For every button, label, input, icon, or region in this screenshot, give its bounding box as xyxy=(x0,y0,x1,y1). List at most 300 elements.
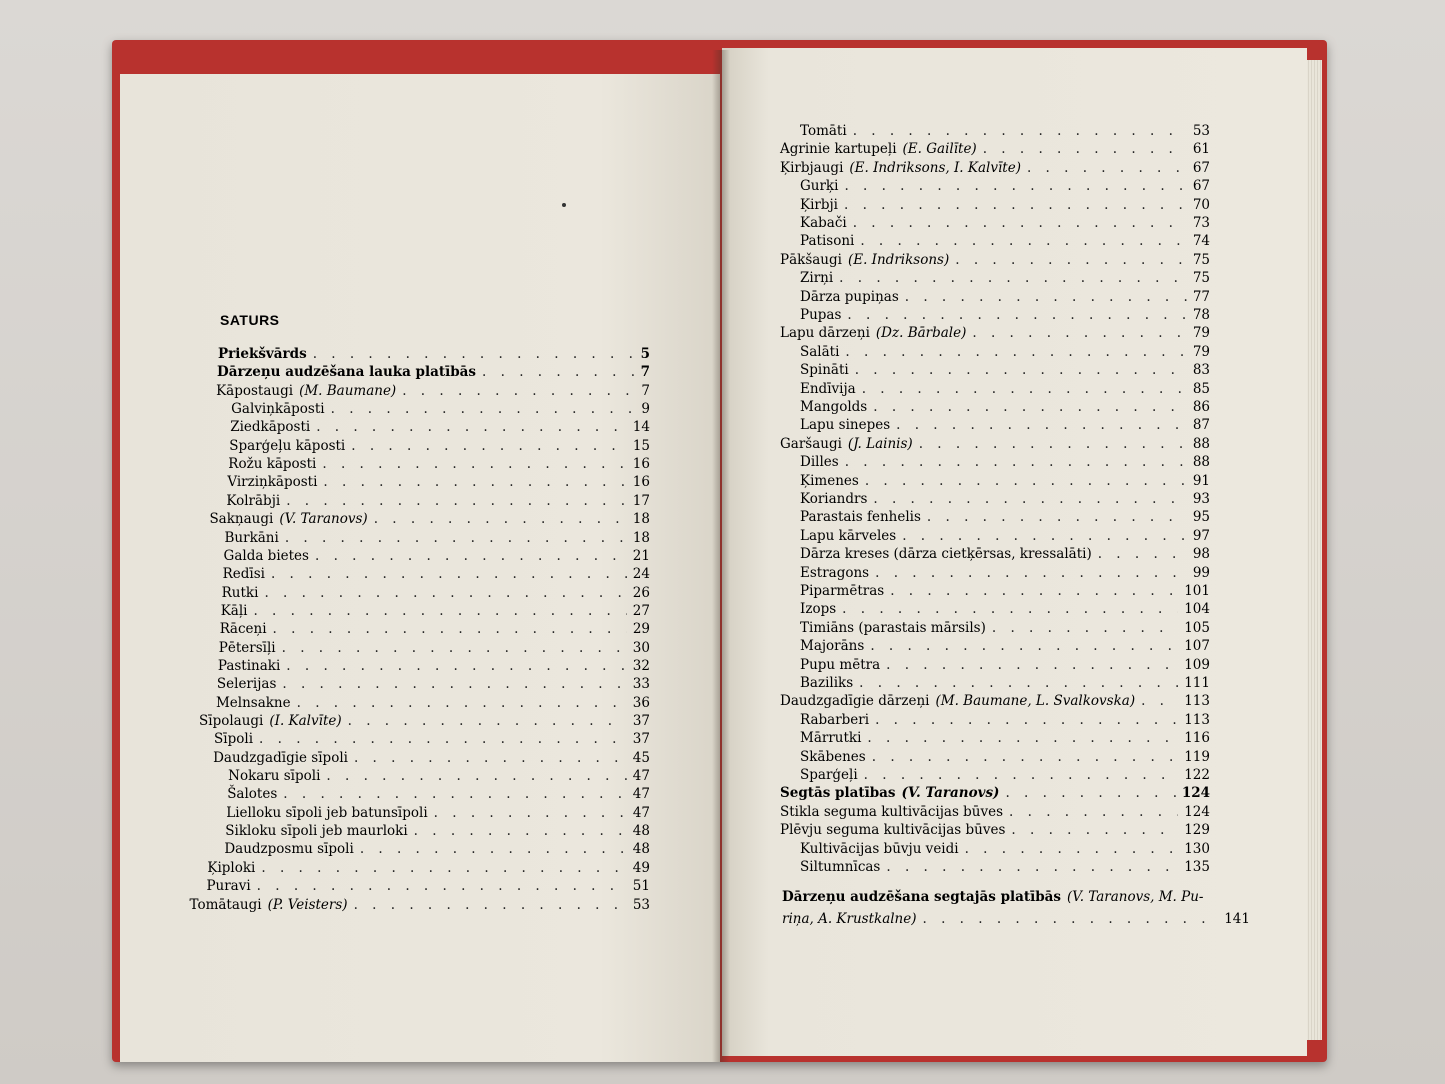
toc-entry xyxy=(780,140,1210,158)
toc-entry-page: 67 xyxy=(1192,178,1210,195)
toc-entry-title: Garšaugi xyxy=(780,435,842,452)
toc-entry-title: Kabači xyxy=(800,215,847,231)
toc-leader-dots xyxy=(886,858,1178,876)
toc-entry-page: 88 xyxy=(1192,454,1210,471)
toc-leader-dots xyxy=(845,453,1187,471)
toc-leader-dots xyxy=(844,177,1186,195)
toc-entry-title: Sīpolaugi xyxy=(199,713,264,729)
toc-entry-title: Kultivācijas būvju veidi xyxy=(800,840,959,857)
toc-entry-page: 45 xyxy=(632,749,650,766)
toc-entry-page: 16 xyxy=(632,456,650,473)
toc-entry-page: 16 xyxy=(632,474,650,491)
toc-entry-author: (V. Taranovs, M. Pu- xyxy=(1067,889,1204,905)
toc-leader-dots xyxy=(331,400,636,418)
toc-entry-page: 113 xyxy=(1184,693,1210,710)
toc-entry-title: Daudzposmu sīpoli xyxy=(224,841,354,858)
toc-leader-dots xyxy=(1005,784,1175,802)
toc-entry-title: Galda bietes xyxy=(223,547,309,564)
toc-leader-dots xyxy=(1011,821,1178,839)
toc-leader-dots xyxy=(1141,692,1178,710)
toc-entry-title: Gurķi xyxy=(800,178,839,195)
toc-entry-title: Endīvija xyxy=(800,380,856,397)
toc-entry-title: Pupu mētra xyxy=(800,656,881,673)
toc-entry xyxy=(800,472,1210,490)
toc-entry-page: 105 xyxy=(1184,619,1210,636)
toc-entry xyxy=(225,529,651,547)
toc-entry xyxy=(800,527,1210,545)
toc-entry-title: Dārzeņu audzēšana segtajās platībās xyxy=(782,889,1062,905)
toc-entry xyxy=(800,196,1210,214)
toc-entry xyxy=(780,803,1210,821)
toc-entry xyxy=(800,214,1210,232)
toc-leader-dots xyxy=(905,288,1187,306)
ink-spot xyxy=(562,203,566,207)
toc-entry-page: 97 xyxy=(1192,527,1210,544)
toc-entry-page: 91 xyxy=(1192,472,1210,489)
toc-entry xyxy=(227,785,650,803)
toc-leader-dots xyxy=(257,877,627,895)
toc-entry-author: (V. Taranovs) xyxy=(901,785,1000,802)
toc-entry-title: Spināti xyxy=(800,362,849,379)
toc-leader-dots xyxy=(283,785,627,803)
toc-entry-author: (E. Indriksons, I. Kalvīte) xyxy=(849,159,1021,176)
toc-entry-page: 48 xyxy=(632,841,650,858)
toc-entry xyxy=(780,821,1210,839)
toc-entry-title: Dilles xyxy=(800,454,839,471)
toc-entry-author: (I. Kalvīte) xyxy=(269,713,342,729)
toc-entry-page: 73 xyxy=(1192,215,1210,231)
toc-entry-title: Pākšaugi xyxy=(780,251,842,268)
toc-entry-page: 18 xyxy=(632,511,650,528)
toc-entry-title: Rožu kāposti xyxy=(228,456,317,473)
toc-entry-title: Kāļi xyxy=(220,602,248,619)
toc-entry xyxy=(800,840,1210,858)
toc-leader-dots xyxy=(261,859,626,877)
toc-entry-title: Stikla seguma kultivācijas būves xyxy=(780,803,1004,820)
book-gutter xyxy=(712,50,730,1062)
toc-entry-title: Lielloku sīpoli jeb batunsīpoli xyxy=(226,804,428,821)
toc-entry xyxy=(800,582,1210,600)
toc-entry-page: 78 xyxy=(1192,307,1210,323)
toc-leader-dots xyxy=(845,343,1186,361)
toc-entry-title: Rāceņi xyxy=(219,621,267,638)
toc-entry-title: Dārza pupiņas xyxy=(800,288,899,305)
toc-entry-title: Priekšvārds xyxy=(218,346,307,362)
toc-entry-author: (M. Baumane) xyxy=(299,382,397,399)
toc-entry-page: 129 xyxy=(1184,822,1210,839)
toc-entry-page: 18 xyxy=(632,529,650,546)
toc-entry xyxy=(800,656,1210,674)
toc-entry-title: Zirņi xyxy=(800,270,834,287)
toc-entry-page: 75 xyxy=(1192,270,1210,287)
toc-entry xyxy=(228,455,650,473)
toc-entry-page: 116 xyxy=(1184,730,1210,747)
toc-entry xyxy=(800,490,1210,508)
toc-entry-title: Ziedkāposti xyxy=(230,419,311,436)
toc-leader-dots xyxy=(870,637,1178,655)
toc-leader-dots xyxy=(1009,803,1178,821)
toc-leader-dots xyxy=(873,398,1187,416)
toc-entry xyxy=(800,729,1210,747)
toc-entry-page: 79 xyxy=(1192,325,1210,342)
toc-entry xyxy=(207,859,650,877)
toc-leader-dots xyxy=(965,840,1179,858)
toc-entry xyxy=(800,619,1210,637)
toc-entry-page: 14 xyxy=(632,419,650,436)
toc-leader-dots xyxy=(348,712,627,730)
toc-entry-title: Ķimenes xyxy=(800,472,859,489)
toc-entry xyxy=(800,361,1210,379)
toc-entry xyxy=(199,712,650,730)
toc-entry-title: Redīsi xyxy=(222,566,265,583)
toc-entry-title: Galviņkāposti xyxy=(231,401,325,418)
toc-entry-title: Ķirbjaugi xyxy=(780,159,844,176)
toc-entry-title: Baziliks xyxy=(800,675,854,691)
toc-leader-dots xyxy=(862,380,1187,398)
toc-leader-dots xyxy=(351,437,627,455)
toc-entry-title: Piparmētras xyxy=(800,583,885,599)
toc-entry-author: (E. Indriksons) xyxy=(847,251,950,268)
toc-entry xyxy=(224,840,650,858)
toc-entry-page: 88 xyxy=(1192,435,1210,452)
toc-entry xyxy=(800,380,1210,398)
toc-entry xyxy=(800,177,1210,195)
toc-entry-page: 47 xyxy=(632,804,650,821)
toc-entry-title: Lapu sinepes xyxy=(800,417,891,434)
toc-entry xyxy=(800,545,1210,563)
toc-entry xyxy=(226,492,650,510)
toc-entry-title: Sakņaugi xyxy=(209,511,274,528)
toc-entry xyxy=(222,584,650,602)
toc-entry xyxy=(780,324,1210,342)
toc-leader-dots xyxy=(322,455,626,473)
toc-entry-title: Sparģeļu kāposti xyxy=(229,437,346,454)
toc-entry-title: Daudzgadīgie sīpoli xyxy=(213,749,348,766)
toc-entry xyxy=(227,473,650,491)
toc-entry-author-cont: riņa, A. Krustkalne) xyxy=(782,911,917,927)
toc-entry xyxy=(800,122,1210,140)
toc-entry-title: Sikloku sīpoli jeb maurloki xyxy=(225,823,408,840)
toc-leader-dots xyxy=(297,694,627,712)
toc-entry-title: Majorāns xyxy=(800,638,865,655)
toc-leader-dots xyxy=(316,418,627,436)
toc-entry-author: (E. Gailīte) xyxy=(902,141,977,158)
toc-entry-page: 74 xyxy=(1192,233,1210,250)
toc-leader-dots xyxy=(354,749,627,767)
toc-entry-page: 77 xyxy=(1192,288,1210,305)
toc-leader-dots xyxy=(374,510,627,528)
toc-entry xyxy=(800,269,1210,287)
toc-entry-title: Agrinie kartupeļi xyxy=(780,141,897,158)
toc-entry xyxy=(780,784,1210,802)
toc-entry-page: 17 xyxy=(632,492,650,509)
toc-leader-dots xyxy=(853,214,1187,232)
toc-entry-page: 124 xyxy=(1184,803,1210,820)
toc-entry-page: 37 xyxy=(632,731,650,748)
toc-leader-dots xyxy=(875,564,1187,582)
toc-entry xyxy=(800,288,1210,306)
toc-entry-page: 107 xyxy=(1184,638,1210,655)
toc-entry-title: Dārzeņu audzēšana lauka platībās xyxy=(217,364,477,381)
toc-entry-page: 85 xyxy=(1192,380,1210,397)
toc-entry-title: Kolrābji xyxy=(226,492,281,509)
toc-entry-author: (Dz. Bārbale) xyxy=(875,325,967,342)
toc-entry-title: Šalotes xyxy=(227,786,278,803)
toc-leader-dots xyxy=(927,508,1187,526)
toc-entry xyxy=(209,510,650,528)
toc-entry-page: 7 xyxy=(640,364,650,381)
toc-entry-title: Daudzgadīgie dārzeņi xyxy=(780,693,930,710)
toc-entry xyxy=(800,508,1210,526)
toc-entry xyxy=(223,565,650,583)
toc-entry-page: 87 xyxy=(1192,417,1210,434)
toc-entry-title: Koriandrs xyxy=(800,491,868,507)
toc-leader-dots xyxy=(839,269,1187,287)
toc-entry-title: Tomātaugi xyxy=(189,896,262,913)
toc-entry-page: 24 xyxy=(632,566,650,583)
toc-entry xyxy=(800,306,1210,324)
toc-entry-title: Rutki xyxy=(221,584,259,601)
toc-entry-page: 7 xyxy=(641,382,650,399)
toc-entry-title: Mangolds xyxy=(800,399,868,415)
toc-leader-dots xyxy=(402,382,635,400)
toc-entry-page: 124 xyxy=(1181,785,1210,802)
toc-entry-page: 21 xyxy=(632,547,650,564)
toc-leader-dots xyxy=(972,324,1186,342)
toc-entry xyxy=(219,639,650,657)
toc-entry-page: 93 xyxy=(1192,491,1210,507)
toc-entry-title: Plēvju seguma kultivācijas būves xyxy=(780,822,1006,839)
toc-entry-page: 79 xyxy=(1192,343,1210,360)
toc-leader-dots xyxy=(354,896,627,914)
toc-leader-dots xyxy=(282,675,626,693)
toc-entry xyxy=(800,858,1210,876)
toc-entry-title: Dārza kreses (dārza cietķērsas, kressalāti) xyxy=(800,546,1092,563)
toc-entry-title: Virziņkāposti xyxy=(227,474,318,491)
toc-leader-dots xyxy=(844,196,1187,214)
toc-entry-page: 33 xyxy=(632,676,650,693)
toc-leader-dots xyxy=(259,730,627,748)
toc-leader-dots xyxy=(919,435,1187,453)
toc-entry xyxy=(221,602,650,620)
toc-entry-page: 27 xyxy=(632,602,650,619)
toc-entry-last-cont xyxy=(782,910,1250,928)
toc-entry-author: (P. Veisters) xyxy=(267,896,348,913)
toc-entry-page: 104 xyxy=(1184,601,1210,618)
toc-entry xyxy=(800,564,1210,582)
toc-entry-page: 101 xyxy=(1184,583,1210,599)
toc-leader-dots xyxy=(890,582,1178,600)
toc-leader-dots xyxy=(955,251,1187,269)
toc-entry-author: (M. Baumane, L. Svalkovska) xyxy=(935,693,1136,710)
toc-entry-last xyxy=(782,888,1212,906)
toc-entry-page: 32 xyxy=(632,657,650,674)
toc-leader-dots xyxy=(273,620,627,638)
toc-entry xyxy=(800,416,1210,434)
toc-leader-dots xyxy=(865,472,1187,490)
toc-entry-title: Pupas xyxy=(800,307,842,323)
toc-entry-page: 119 xyxy=(1184,748,1210,765)
toc-entry-page: 95 xyxy=(1192,509,1210,526)
toc-entry-title: Melnsakne xyxy=(215,694,291,711)
toc-leader-dots xyxy=(264,584,626,602)
toc-leader-dots xyxy=(315,547,627,565)
toc-entry xyxy=(206,877,650,895)
toc-leader-dots xyxy=(482,363,635,381)
toc-entry xyxy=(213,749,650,767)
toc-entry xyxy=(800,600,1210,618)
toc-leader-dots xyxy=(360,840,627,858)
toc-leader-dots xyxy=(286,657,627,675)
toc-entry xyxy=(230,418,650,436)
toc-entry-page: 70 xyxy=(1192,196,1210,213)
toc-entry-page: 26 xyxy=(632,584,650,601)
toc-entry-page: 109 xyxy=(1184,656,1210,673)
toc-entry-page: 130 xyxy=(1184,840,1210,857)
toc-entry-page: 61 xyxy=(1192,141,1210,158)
toc-leader-dots xyxy=(414,822,627,840)
toc-entry xyxy=(780,692,1210,710)
toc-entry xyxy=(190,896,651,914)
toc-leader-dots xyxy=(859,674,1178,692)
toc-entry xyxy=(218,657,650,675)
toc-entry-page: 99 xyxy=(1192,564,1210,581)
toc-entry-page: 9 xyxy=(641,401,650,418)
toc-entry xyxy=(218,345,650,363)
toc-leader-dots xyxy=(855,361,1187,379)
toc-entry xyxy=(800,453,1210,471)
toc-entry xyxy=(800,343,1210,361)
toc-entry-page: 29 xyxy=(632,621,650,638)
toc-entry xyxy=(217,363,650,381)
toc-entry-page: 37 xyxy=(632,713,650,729)
toc-entry xyxy=(800,398,1210,416)
toc-leader-dots xyxy=(847,306,1186,324)
toc-leader-dots xyxy=(875,711,1178,729)
toc-entry-title: Ķirbji xyxy=(800,196,839,213)
toc-entry-page: 122 xyxy=(1184,767,1210,783)
toc-leader-dots xyxy=(326,767,626,785)
toc-entry-title: Timiāns (parastais mārsils) xyxy=(800,619,986,636)
toc-entry-page: 47 xyxy=(632,768,650,785)
toc-entry xyxy=(216,382,650,400)
toc-entry-page: 51 xyxy=(632,878,650,895)
toc-entry-title: Ķiploki xyxy=(207,859,256,876)
toc-entry xyxy=(780,435,1210,453)
toc-entry-title: Burkāni xyxy=(224,529,279,546)
toc-entry-page: 53 xyxy=(632,896,650,913)
toc-entry-title: Patisoni xyxy=(800,233,855,250)
toc-leader-dots xyxy=(902,527,1187,545)
toc-entry-page: 111 xyxy=(1184,675,1210,691)
toc-entry xyxy=(228,767,650,785)
toc-entry-page: 30 xyxy=(632,639,650,656)
toc-entry-page: 141 xyxy=(1224,911,1250,927)
toc-entry-title: Siltumnīcas xyxy=(800,859,881,875)
toc-entry xyxy=(216,694,650,712)
toc-leader-dots xyxy=(872,748,1178,766)
toc-leader-dots xyxy=(992,619,1178,637)
toc-leader-dots xyxy=(873,490,1186,508)
toc-entry-title: Rabarberi xyxy=(800,711,870,728)
toc-leader-dots xyxy=(285,529,627,547)
toc-leader-dots xyxy=(271,565,627,583)
toc-entry xyxy=(800,766,1210,784)
toc-entry-page: 113 xyxy=(1184,711,1210,728)
toc-leader-dots xyxy=(864,766,1179,784)
toc-entry-title: Tomāti xyxy=(800,123,847,139)
toc-entry-title: Sparģeļi xyxy=(800,767,858,783)
toc-entry-title: Pētersīļi xyxy=(218,639,276,656)
toc-entry-page: 15 xyxy=(632,437,650,454)
toc-entry-page: 53 xyxy=(1192,123,1210,139)
toc-entry-title: Pastinaki xyxy=(217,657,281,674)
toc-leader-dots xyxy=(323,473,626,491)
toc-entry-page: 135 xyxy=(1184,859,1210,875)
toc-entry-title: Estragons xyxy=(800,564,870,581)
toc-leader-dots xyxy=(286,492,627,510)
toc-entry-author: (J. Lainis) xyxy=(847,435,913,452)
toc-entry-title: Salāti xyxy=(800,343,840,360)
toc-entry xyxy=(800,232,1210,250)
toc-entry-page: 48 xyxy=(632,823,650,840)
toc-entry xyxy=(780,251,1210,269)
toc-entry xyxy=(214,730,650,748)
toc-entry-page: 47 xyxy=(632,786,650,803)
toc-entry-title: Izops xyxy=(800,601,837,618)
toc-entry-title: Segtās platības xyxy=(780,785,896,802)
toc-leader-dots xyxy=(434,804,627,822)
toc-entry xyxy=(226,804,650,822)
toc-entry-title: Lapu dārzeņi xyxy=(780,325,870,342)
toc-entry-title: Mārrutki xyxy=(800,730,862,747)
toc-entry xyxy=(225,822,650,840)
toc-entry-title: Skābenes xyxy=(800,748,866,765)
toc-entry xyxy=(217,675,650,693)
toc-entry xyxy=(780,159,1210,177)
toc-entry-page: 49 xyxy=(632,859,650,876)
toc-leader-dots xyxy=(1027,159,1187,177)
toc-entry xyxy=(220,620,650,638)
toc-leader-dots xyxy=(886,656,1178,674)
toc-leader-dots xyxy=(983,140,1187,158)
toc-entry-title: Nokaru sīpoli xyxy=(228,768,321,785)
toc-leader-dots xyxy=(282,639,627,657)
toc-entry-title: Selerijas xyxy=(216,676,277,693)
toc-entry xyxy=(231,400,650,418)
toc-entry-author: (V. Taranovs) xyxy=(279,511,368,528)
toc-leader-dots xyxy=(860,232,1186,250)
toc-entry-page: 36 xyxy=(632,694,650,711)
toc-leader-dots xyxy=(1098,545,1187,563)
toc-entry-title: Puravi xyxy=(206,878,251,895)
toc-entry xyxy=(800,748,1210,766)
toc-entry-page: 67 xyxy=(1192,159,1210,176)
toc-leader-dots xyxy=(313,345,635,363)
toc-leader-dots xyxy=(853,122,1187,140)
toc-entry-page: 98 xyxy=(1192,546,1210,563)
toc-leader-dots xyxy=(867,729,1178,747)
toc-entry xyxy=(800,637,1210,655)
toc-leader-dots xyxy=(896,416,1187,434)
toc-entry-page: 5 xyxy=(640,346,650,362)
toc-entry-title: Kāpostaugi xyxy=(216,382,294,399)
toc-entry-title: Lapu kārveles xyxy=(800,527,897,544)
toc-entry-title: Sīpoli xyxy=(214,731,254,748)
toc-entry-page: 83 xyxy=(1192,362,1210,379)
toc-entry-title: Parastais fenhelis xyxy=(800,509,921,526)
toc-entry xyxy=(229,437,650,455)
